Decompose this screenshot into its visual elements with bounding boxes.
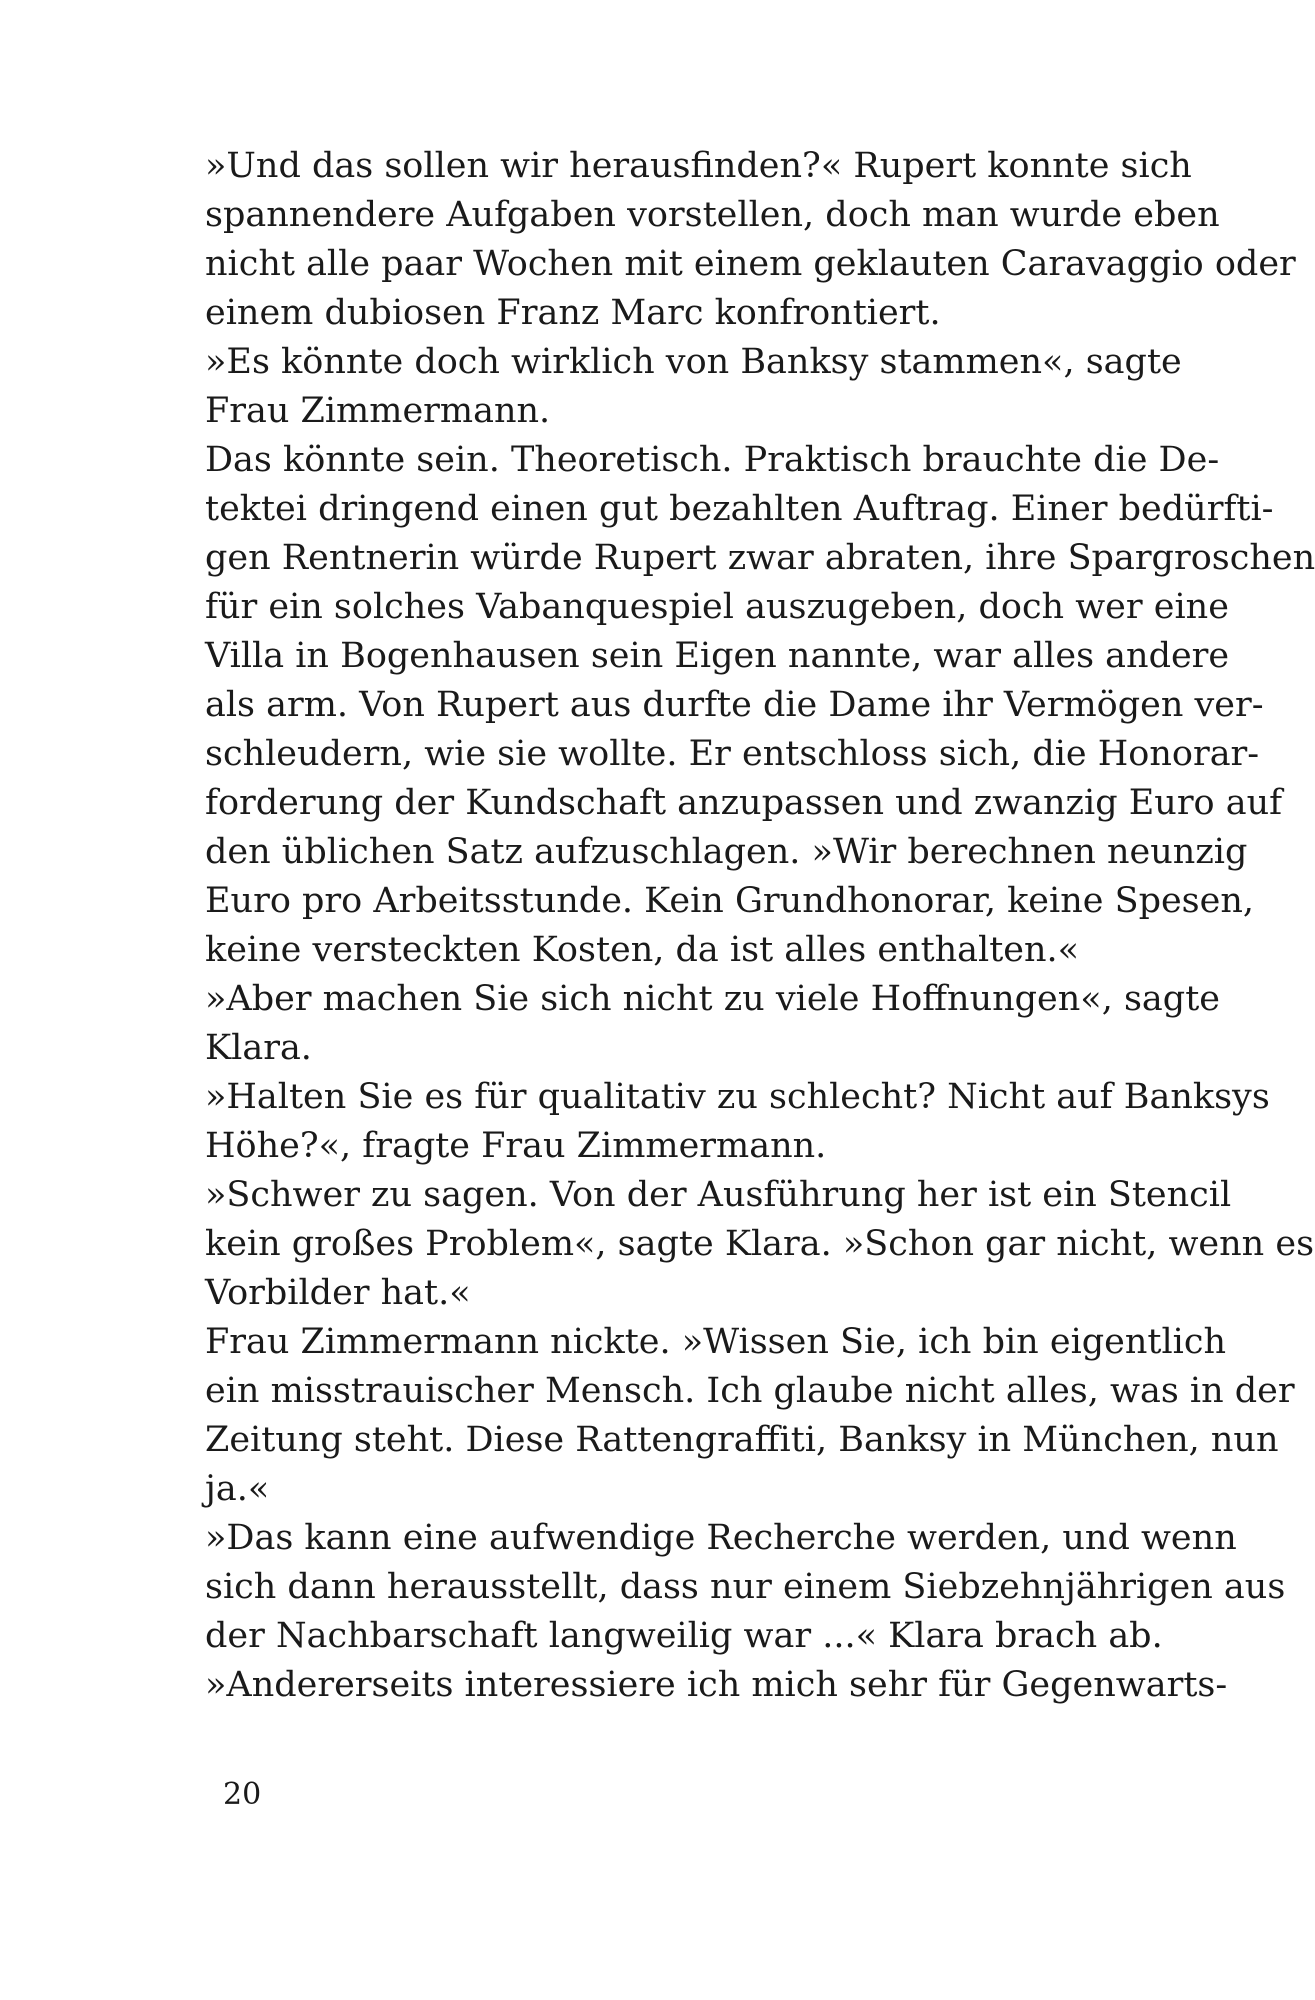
text-line: »Halten Sie es für qualitativ zu schlecht? Nicht auf Banksys bbox=[205, 1077, 1270, 1117]
text-line: Zeitung steht. Diese Rattengraffiti, Banksy in München, nun bbox=[205, 1420, 1279, 1460]
text-line: Euro pro Arbeitsstunde. Kein Grundhonorar, keine Spesen, bbox=[205, 881, 1255, 921]
text-line: keine versteckten Kosten, da ist alles enthalten.« bbox=[205, 930, 1080, 970]
text-line: schleudern, wie sie wollte. Er entschloss sich, die Honorar- bbox=[205, 734, 1260, 774]
text-line: Vorbilder hat.« bbox=[205, 1273, 471, 1313]
text-line: spannendere Aufgaben vorstellen, doch man wurde eben bbox=[205, 195, 1220, 235]
text-line: sich dann herausstellt, dass nur einem Siebzehnjährigen aus bbox=[205, 1567, 1286, 1607]
text-line: den üblichen Satz aufzuschlagen. »Wir berechnen neunzig bbox=[205, 832, 1248, 872]
text-line: forderung der Kundschaft anzupassen und zwanzig Euro auf bbox=[205, 783, 1283, 823]
text-line: für ein solches Vabanquespiel auszugeben, doch wer eine bbox=[205, 587, 1229, 627]
text-line: »Schwer zu sagen. Von der Ausführung her ist ein Stencil bbox=[205, 1175, 1232, 1215]
text-line: einem dubiosen Franz Marc konfrontiert. bbox=[205, 293, 941, 333]
text-line: Frau Zimmermann nickte. »Wissen Sie, ich bin eigentlich bbox=[205, 1322, 1227, 1362]
text-line: Villa in Bogenhausen sein Eigen nannte, war alles andere bbox=[205, 636, 1230, 676]
text-line: Frau Zimmermann. bbox=[205, 391, 551, 431]
text-line: Klara. bbox=[205, 1028, 312, 1068]
text-line: ja.« bbox=[205, 1469, 270, 1509]
text-line: Höhe?«, fragte Frau Zimmermann. bbox=[205, 1126, 827, 1166]
text-line: kein großes Problem«, sagte Klara. »Schon gar nicht, wenn es bbox=[205, 1224, 1315, 1264]
text-line: ein misstrauischer Mensch. Ich glaube nicht alles, was in der bbox=[205, 1371, 1295, 1411]
text-line: »Aber machen Sie sich nicht zu viele Hoffnungen«, sagte bbox=[205, 979, 1220, 1019]
text-line: »Das kann eine aufwendige Recherche werden, und wenn bbox=[205, 1518, 1237, 1558]
text-line: »Und das sollen wir herausfinden?« Rupert konnte sich bbox=[205, 146, 1192, 186]
page-number: 20 bbox=[223, 1777, 262, 1812]
text-line: tektei dringend einen gut bezahlten Auftrag. Einer bedürfti- bbox=[205, 489, 1274, 529]
text-line: gen Rentnerin würde Rupert zwar abraten, ihre Spargroschen bbox=[205, 538, 1315, 578]
body-text bbox=[205, 142, 1315, 1710]
text-line: der Nachbarschaft langweilig war ...« Klara brach ab. bbox=[205, 1616, 1163, 1656]
text-line: Das könnte sein. Theoretisch. Praktisch brauchte die De- bbox=[205, 440, 1220, 480]
text-line: »Es könnte doch wirklich von Banksy stammen«, sagte bbox=[205, 342, 1182, 382]
text-line: nicht alle paar Wochen mit einem geklauten Caravaggio oder bbox=[205, 244, 1296, 284]
text-line: als arm. Von Rupert aus durfte die Dame ihr Vermögen ver- bbox=[205, 685, 1264, 725]
text-line: »Andererseits interessiere ich mich sehr für Gegenwarts- bbox=[205, 1665, 1228, 1705]
